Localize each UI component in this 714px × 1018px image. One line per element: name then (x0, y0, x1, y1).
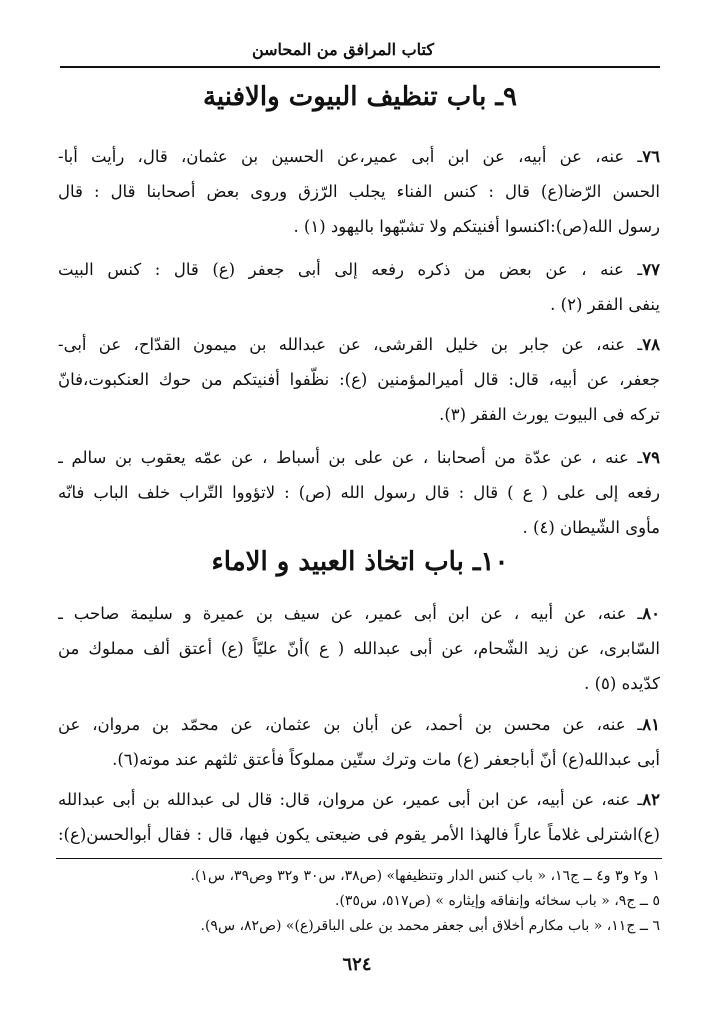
text-line: ـ عنه ، عن بعض من ذكره رفعه إلى أبى جعفر (ع) قال : كنس البيت (58, 260, 643, 279)
text-line: السّابرى، عن زيد الشّحام، عن أبى عبدالله ( ع )أنّ عليّاً (ع) أعتق ألف مملوك من (58, 639, 660, 658)
paragraph-82 (58, 782, 660, 852)
paragraph-80 (58, 596, 660, 701)
text-line: جعفر، عن أبيه، قال: قال أميرالمؤمنين (ع): نظّفوا أفنيتكم من حوك العنكبوت،فانّ (58, 370, 660, 389)
text-line: رسول الله(ص):اكنسوا أفنيتكم ولا تشبّهوا باليهود (١) . (293, 217, 660, 236)
footnote-2: ٥ ــ ج٩، « باب سخائه وإنفاقه وإيثاره » (ص٥١٧، س٣٥). (335, 893, 660, 909)
chapter-title-10: ١٠ـ باب اتخاذ العبيد و الاماء (211, 547, 509, 577)
text-line: ـ عنه، عن أبيه، عن ابن أبى عمير، عن مروان، قال: قال لى عبدالله بن أبى عبدالله (58, 790, 643, 809)
text-line: رفعه إلى على ( ع ) قال : قال رسول الله (ص) : لاتؤووا التّراب خلف الباب فانّه (58, 483, 660, 502)
running-head: كتاب المرافق من المحاسن (251, 40, 434, 59)
footnote-3: ٦ ــ ج١١، « باب مكارم أخلاق أبى جعفر محمد بن على الباقر(ع)» (ص٨٢، س٩). (200, 918, 660, 934)
text-line: ـ عنه، عن جابر بن خليل القرشى، عن عبدالله بن ميمون القدّاح، عن أبى- (58, 335, 643, 354)
text-line: ـ عنه ، عن عدّة من أصحابنا ، عن على بن أسباط ، عن عمّه يعقوب بن سالم ـ (58, 448, 643, 467)
paragraph-78 (58, 327, 660, 432)
paragraph-number: ٨٠ (642, 604, 660, 623)
text-line: ينفى الفقر (٢) . (550, 295, 660, 314)
text-line: ـ عنه، عن أبيه ، عن ابن أبى عمير، عن سيف بن عميرة و سليمة صاحب ـ (58, 604, 643, 623)
page-number: ٦٢٤ (342, 954, 372, 975)
chapter-title-9: ٩ـ باب تنظيف البيوت والافنية (202, 82, 517, 112)
paragraph-number: ٨١ (642, 715, 660, 734)
paragraph-number: ٧٨ (642, 335, 660, 354)
text-line: أبى عبدالله(ع) أنّ أباجعفر (ع) مات وترك ستّين مملوكاً فأعتق ثلثهم عند موته(٦). (112, 750, 660, 769)
text-line: كدّيده (٥) . (584, 674, 660, 693)
header-rule (60, 66, 660, 68)
text-line: ـ عنه، عن أبيه، عن ابن أبى عمير،عن الحسين بن عثمان، قال، رأيت أبا- (58, 147, 643, 166)
text-line: (ع)اشترلى غلاماً عاراً فالهذا الأمر يقوم فى ضيعتى يكون فيها، قال : فقال أبوالحسن(ع): (58, 825, 660, 844)
text-line: ـ عنه، عن محسن بن أحمد، عن أبان بن عثمان، عن محمّد بن مروان، عن (58, 715, 643, 734)
text-line: مأوى الشّيطان (٤) . (522, 518, 660, 537)
footnote-rule (56, 858, 662, 859)
paragraph-79 (58, 440, 660, 545)
paragraph-76 (58, 139, 660, 244)
paragraph-77 (58, 252, 660, 322)
paragraph-number: ٧٩ (642, 448, 660, 467)
paragraph-number: ٧٧ (642, 260, 660, 279)
text-line: الحسن الرّضا(ع) قال : كنس الفناء يجلب الرّزق وروى بعض أصحابنا قال : قال (58, 182, 660, 201)
paragraph-81 (58, 707, 660, 777)
footnote-1: ١ و٢ و٣ و٤ ــ ج١٦، « باب كنس الدار وتنظيفها» (ص٣٨، س٣٠ و٣٢ وص٣٩، س١). (190, 868, 660, 884)
paragraph-number: ٧٦ (642, 147, 660, 166)
text-line: تركه فى البيوت يورث الفقر (٣). (439, 405, 660, 424)
paragraph-number: ٨٢ (642, 790, 660, 809)
